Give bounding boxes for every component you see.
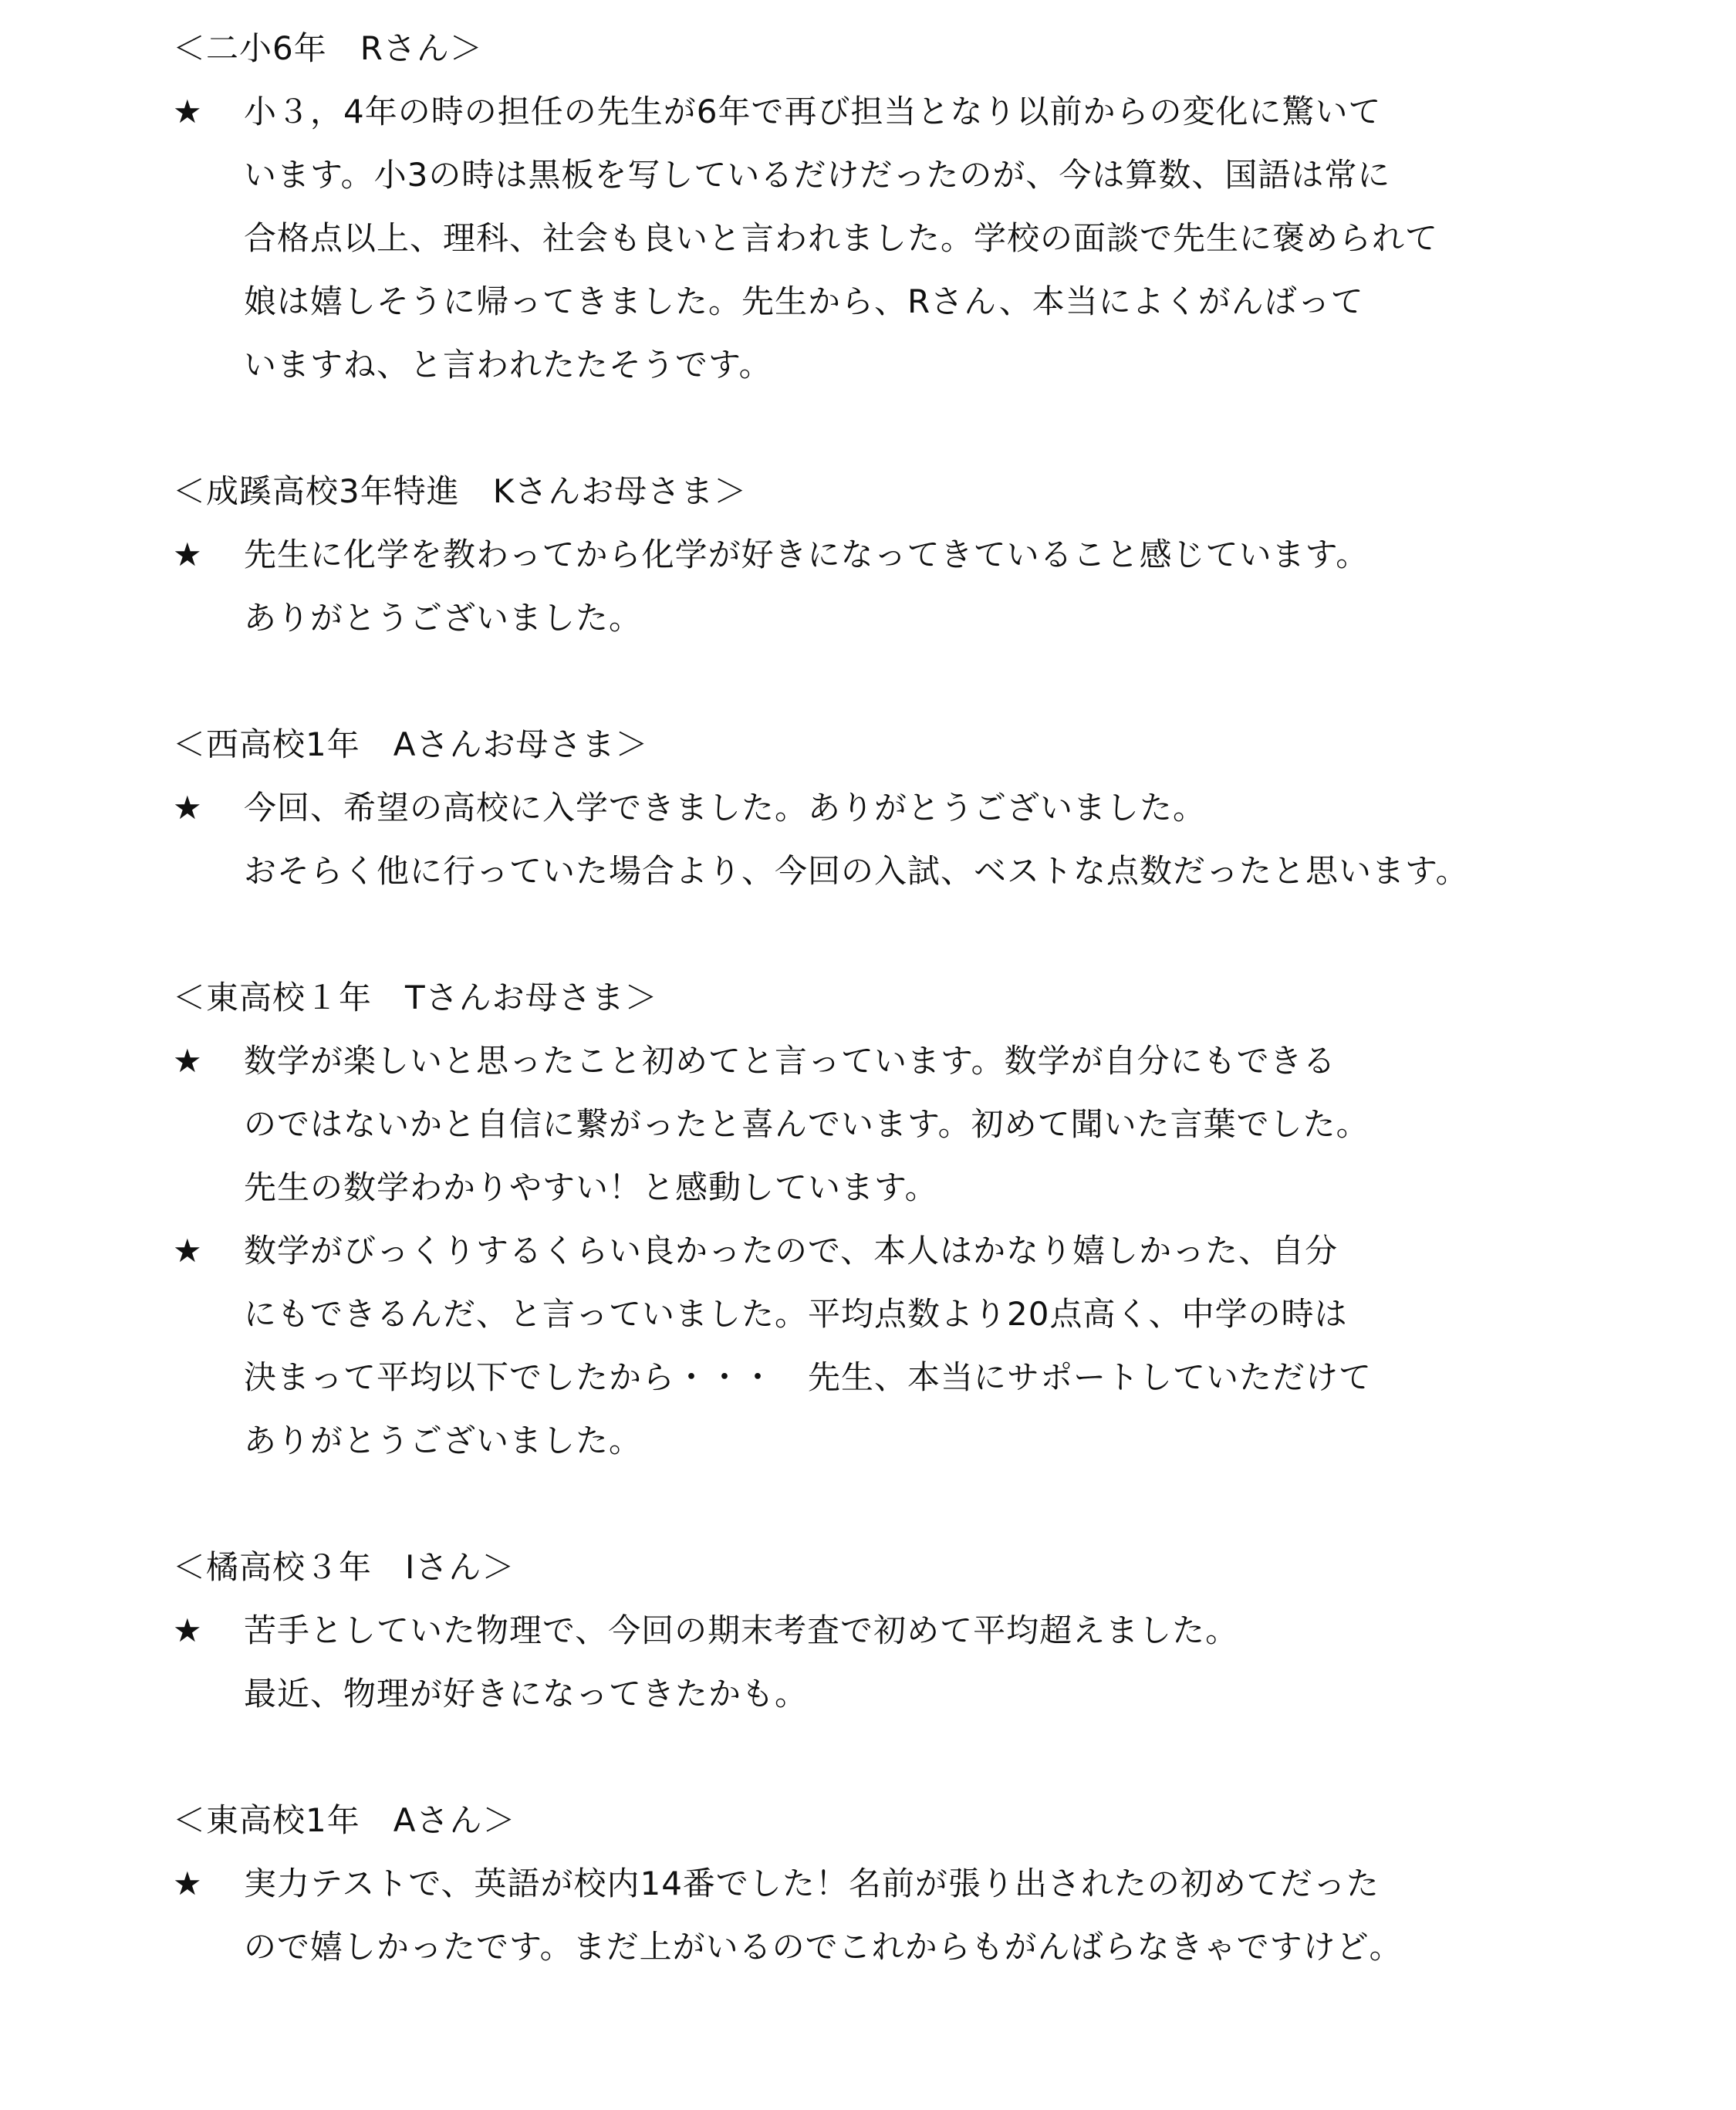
entry-line: いますね、と言われたたそうです。: [244, 346, 772, 384]
entry-line: 娘は嬉しそうに帰ってきました。先生から、Rさん、本当によくがんばって: [244, 282, 1364, 320]
testimonial-section: [173, 713, 1639, 903]
entry-line: 決まって平均以下でしたから・・・ 先生、本当にサポートしていただけて: [244, 1358, 1373, 1396]
entry-line: 数学が楽しいと思ったこと初めてと言っています。数学が自分にもできる: [244, 1042, 1336, 1080]
entry-line: にもできるんだ、と言っていました。平均点数より20点高く、中学の時は: [244, 1295, 1348, 1333]
section-heading: ＜橘高校３年 Iさん＞: [173, 1548, 515, 1586]
entry-line: ので嬉しかったです。まだ上がいるのでこれからもがんばらなきゃですけど。: [244, 1928, 1403, 1966]
star-bullet-icon: ★: [173, 93, 202, 130]
star-bullet-icon: ★: [173, 1042, 202, 1080]
section-heading: ＜西高校1年 Aさんお母さま＞: [173, 725, 649, 763]
entry-line: ありがとうございました。: [244, 599, 643, 637]
entry-line: おそらく他に行っていた場合より、今回の入試、ベストな点数だったと思います。: [244, 852, 1469, 890]
section-heading: ＜東高校1年 Aさん＞: [173, 1801, 516, 1839]
star-bullet-icon: ★: [173, 1865, 202, 1902]
testimonial-entry: [173, 1599, 1639, 1726]
entry-line: 最近、物理が好きになってきたかも。: [244, 1675, 809, 1713]
star-bullet-icon: ★: [173, 1611, 202, 1649]
testimonials-document: [173, 17, 1639, 2042]
star-bullet-icon: ★: [173, 536, 202, 573]
entry-line: 小３，4年の時の担任の先生が6年で再び担当となり以前からの変化に驚いて: [244, 93, 1382, 130]
entry-line: 先生に化学を教わってから化学が好きになってきていること感じています。: [244, 536, 1370, 573]
entry-line: 今回、希望の高校に入学できました。ありがとうございました。: [244, 789, 1207, 827]
star-bullet-icon: ★: [173, 789, 202, 827]
entry-line: います。小3の時は黒板を写しているだけだったのが、今は算数、国語は常に: [244, 156, 1391, 194]
entry-line: 実力テストで、英語が校内14番でした！名前が張り出されたの初めてだった: [244, 1865, 1380, 1902]
testimonial-section: [173, 17, 1639, 397]
entry-line: 先生の数学わかりやすい！と感動しています。: [244, 1168, 938, 1206]
testimonial-section: [173, 460, 1639, 650]
testimonial-entry: [173, 1219, 1639, 1473]
entry-line: 合格点以上、理科、社会も良いと言われました。学校の面談で先生に褒められて: [244, 219, 1439, 257]
entry-line: ありがとうございました。: [244, 1422, 643, 1459]
testimonial-section: [173, 1536, 1639, 1726]
testimonial-entry: [173, 1030, 1639, 1219]
entry-line: 数学がびっくりするくらい良かったので、本人はかなり嬉しかった、自分: [244, 1232, 1339, 1270]
testimonial-entry: [173, 1852, 1639, 1979]
star-bullet-icon: ★: [173, 1232, 202, 1270]
testimonial-section: [173, 966, 1639, 1473]
section-heading: ＜二小6年 Rさん＞: [173, 29, 483, 67]
testimonial-entry: [173, 776, 1639, 903]
section-heading: ＜成蹊高校3年特進 Kさんお母さま＞: [173, 472, 748, 510]
entry-line: のではないかと自信に繋がったと喜んでいます。初めて聞いた言葉でした。: [244, 1105, 1370, 1143]
testimonial-entry: [173, 523, 1639, 650]
testimonial-entry: [173, 80, 1639, 397]
entry-line: 苦手としていた物理で、今回の期末考査で初めて平均超えました。: [244, 1611, 1239, 1649]
testimonial-section: [173, 1789, 1639, 1979]
section-heading: ＜東高校１年 Tさんお母さま＞: [173, 979, 658, 1016]
